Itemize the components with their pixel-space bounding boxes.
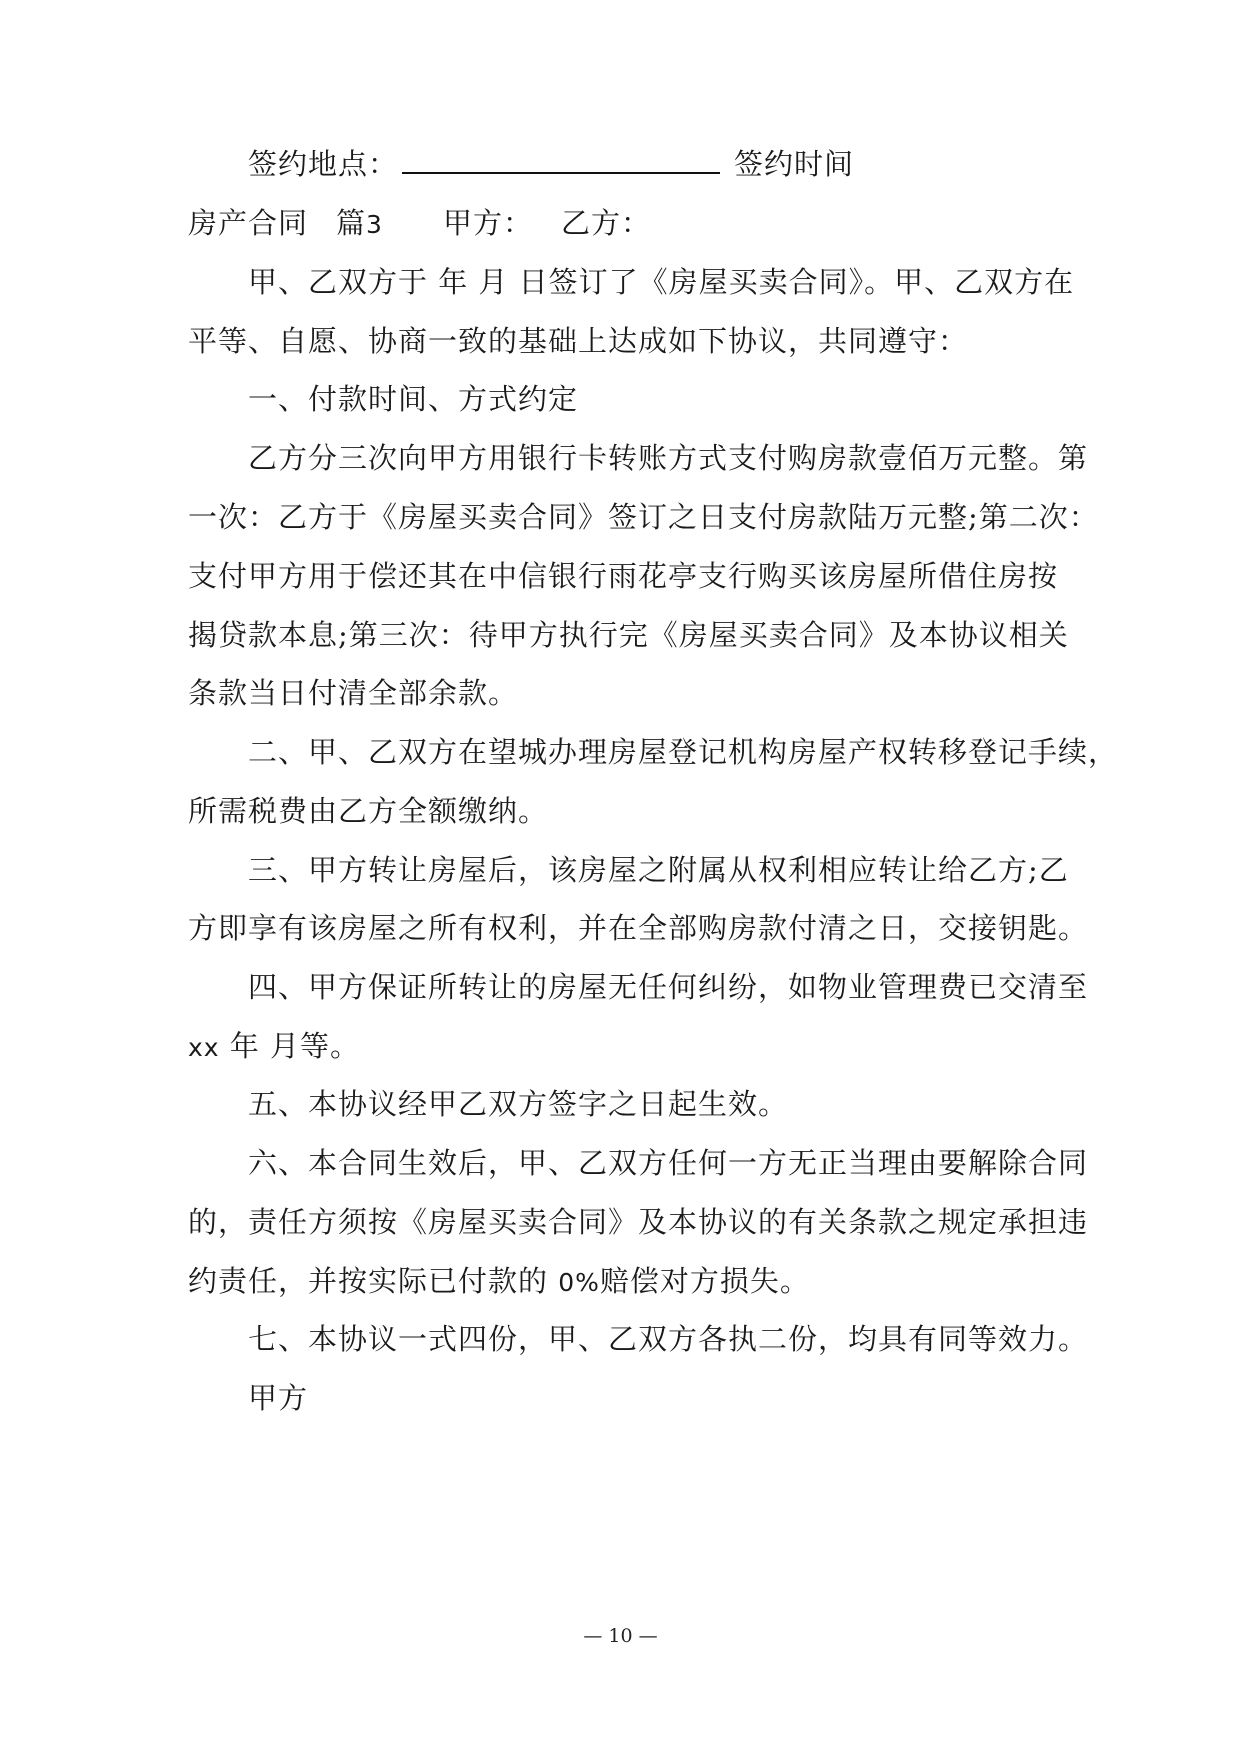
clause-2-line-2: 所需税费由乙方全额缴纳。 bbox=[188, 794, 549, 828]
clause-6-line-3-a: 约责任，并按实际已付款的 bbox=[188, 1264, 559, 1298]
clause-6-line-2: 的，责任方须按《房屋买卖合同》及本协议的有关条款之规定承担违 bbox=[188, 1205, 1089, 1239]
clause-5-line-1: 五、本协议经甲乙双方签字之日起生效。 bbox=[248, 1087, 789, 1121]
signing-place-blank bbox=[402, 146, 720, 174]
clause-4-year-prefix: xx bbox=[188, 1033, 220, 1062]
clause-6-line-3-b: 赔偿对方损失。 bbox=[599, 1264, 810, 1298]
party-b-label: 乙方： bbox=[560, 206, 651, 240]
clause-1-line-1: 乙方分三次向甲方用银行卡转账方式支付购房款壹佰万元整。第 bbox=[248, 441, 1089, 475]
clause-3-line-1: 三、甲方转让房屋后，该房屋之附属从权利相应转让给乙方;乙 bbox=[248, 853, 1069, 887]
page-number: — 10 — bbox=[583, 1625, 658, 1647]
clause-6-line-3 bbox=[188, 1261, 810, 1303]
closing-party-a: 甲方 bbox=[248, 1381, 309, 1415]
clause-4-line-1: 四、甲方保证所转让的房屋无任何纠纷，如物业管理费已交清至 bbox=[248, 970, 1089, 1004]
section-part-number: 3 bbox=[366, 210, 383, 239]
clause-1-line-4: 揭贷款本息;第三次：待甲方执行完《房屋买卖合同》及本协议相关 bbox=[188, 618, 1069, 652]
clause-1-line-5: 条款当日付清全部余款。 bbox=[188, 676, 519, 710]
section-title: 房产合同 bbox=[188, 206, 309, 240]
clause-4-line-2-text: 年 月等。 bbox=[219, 1029, 361, 1063]
intro-line-2: 平等、自愿、协商一致的基础上达成如下协议，共同遵守： bbox=[188, 324, 969, 358]
signing-time-label: 签约时间 bbox=[734, 147, 855, 181]
clause-4-line-2 bbox=[188, 1026, 360, 1068]
clause-1-line-3: 支付甲方用于偿还其在中信银行雨花亭支行购买该房屋所借住房按 bbox=[188, 559, 1059, 593]
clause-1-line-2: 一次：乙方于《房屋买卖合同》签订之日支付房款陆万元整;第二次： bbox=[188, 500, 1099, 534]
signing-line bbox=[248, 144, 854, 184]
section-header bbox=[188, 203, 651, 245]
intro-line-1: 甲、乙双方于 年 月 日签订了《房屋买卖合同》。甲、乙双方在 bbox=[248, 265, 1075, 299]
signing-place-label: 签约地点： bbox=[248, 147, 399, 181]
clause-6-percentage: 0% bbox=[558, 1268, 600, 1297]
party-a-label: 甲方： bbox=[442, 206, 533, 240]
clause-3-line-2: 方即享有该房屋之所有权利，并在全部购房款付清之日，交接钥匙。 bbox=[188, 911, 1089, 945]
clause-7-line-1: 七、本协议一式四份，甲、乙双方各执二份，均具有同等效力。 bbox=[248, 1322, 1089, 1356]
clause-2-line-1: 二、甲、乙双方在望城办理房屋登记机构房屋产权转移登记手续， bbox=[248, 735, 1119, 769]
clause-6-line-1: 六、本合同生效后，甲、乙双方任何一方无正当理由要解除合同 bbox=[248, 1146, 1089, 1180]
clause-1-heading: 一、付款时间、方式约定 bbox=[248, 382, 579, 416]
section-part: 篇 bbox=[336, 206, 367, 240]
